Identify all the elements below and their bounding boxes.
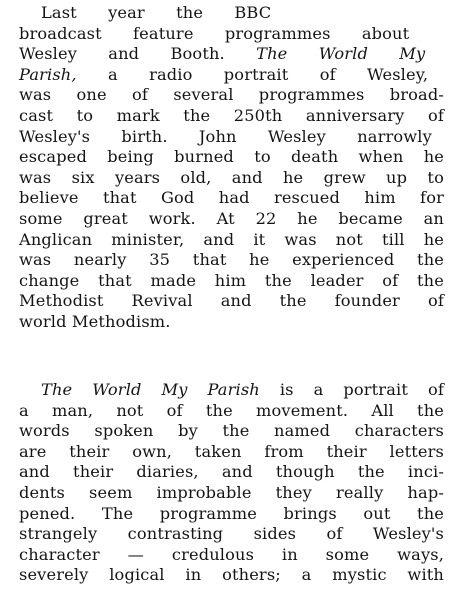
text-line [0,168,449,189]
body-text: change that made him the leader of the [19,270,444,290]
text-line [0,24,449,45]
body-text: escaped being burned to death when he [19,147,444,167]
text-line [0,85,449,106]
body-text: Wesley and Booth. [19,44,257,64]
text-line [0,209,449,230]
body-text: and their diaries, and though the inci- [19,462,444,482]
body-text: a man, not of the movement. All the [19,400,444,420]
text-line [0,188,449,209]
body-text: world Methodism. [19,311,171,331]
body-text: strangely contrasting sides of Wesley's [19,524,444,544]
text-line [0,271,449,292]
body-text: a radio portrait of Wesley, [76,64,429,84]
text-line [0,483,449,504]
text-line [0,127,449,148]
italic-title-text: The World My Parish [41,380,260,399]
text-line [0,462,449,483]
body-text: was one of several programmes broad- [19,85,444,105]
body-text: Wesley's birth. John Wesley narrowly [19,126,432,146]
text-line [0,230,449,251]
italic-title-text: Parish, [19,64,77,84]
text-line [0,312,449,333]
body-text: Last year the BBC [41,3,272,22]
text-line [0,565,449,586]
body-text: some great work. At 22 he became an [19,208,444,228]
text-line [0,545,449,566]
body-text: severely logical in others; a mystic with [19,565,444,585]
paragraph-1 [0,3,449,333]
text-line [0,3,449,24]
body-text: was nearly 35 that he experienced the [19,250,444,270]
text-line [0,65,449,86]
body-text: was six years old, and he grew up to [19,167,444,187]
text-line [0,106,449,127]
text-line [0,524,449,545]
body-text: are their own, taken from their letters [19,441,444,461]
text-line [0,380,449,401]
body-text: is a portrait of [259,380,444,399]
body-text: words spoken by the named characters [19,421,444,441]
text-line [0,442,449,463]
body-text: broadcast feature programmes about [19,23,410,43]
text-line [0,291,449,312]
body-text: dents seem improbable they really hap- [19,482,444,502]
body-text: cast to mark the 250th anniversary of [19,105,444,125]
italic-title-text: The World My [256,44,426,64]
body-text: character — credulous in some ways, [19,544,444,564]
text-line [0,401,449,422]
paragraph-2 [0,380,449,586]
body-text: believe that God had rescued him for [19,188,444,208]
text-line [0,250,449,271]
text-line [0,504,449,525]
text-line [0,421,449,442]
body-text: Methodist Revival and the founder of [19,291,444,311]
text-line [0,44,449,65]
text-line [0,147,449,168]
body-text: pened. The programme brings out the [19,503,444,523]
body-text: Anglican minister, and it was not till he [19,229,444,249]
